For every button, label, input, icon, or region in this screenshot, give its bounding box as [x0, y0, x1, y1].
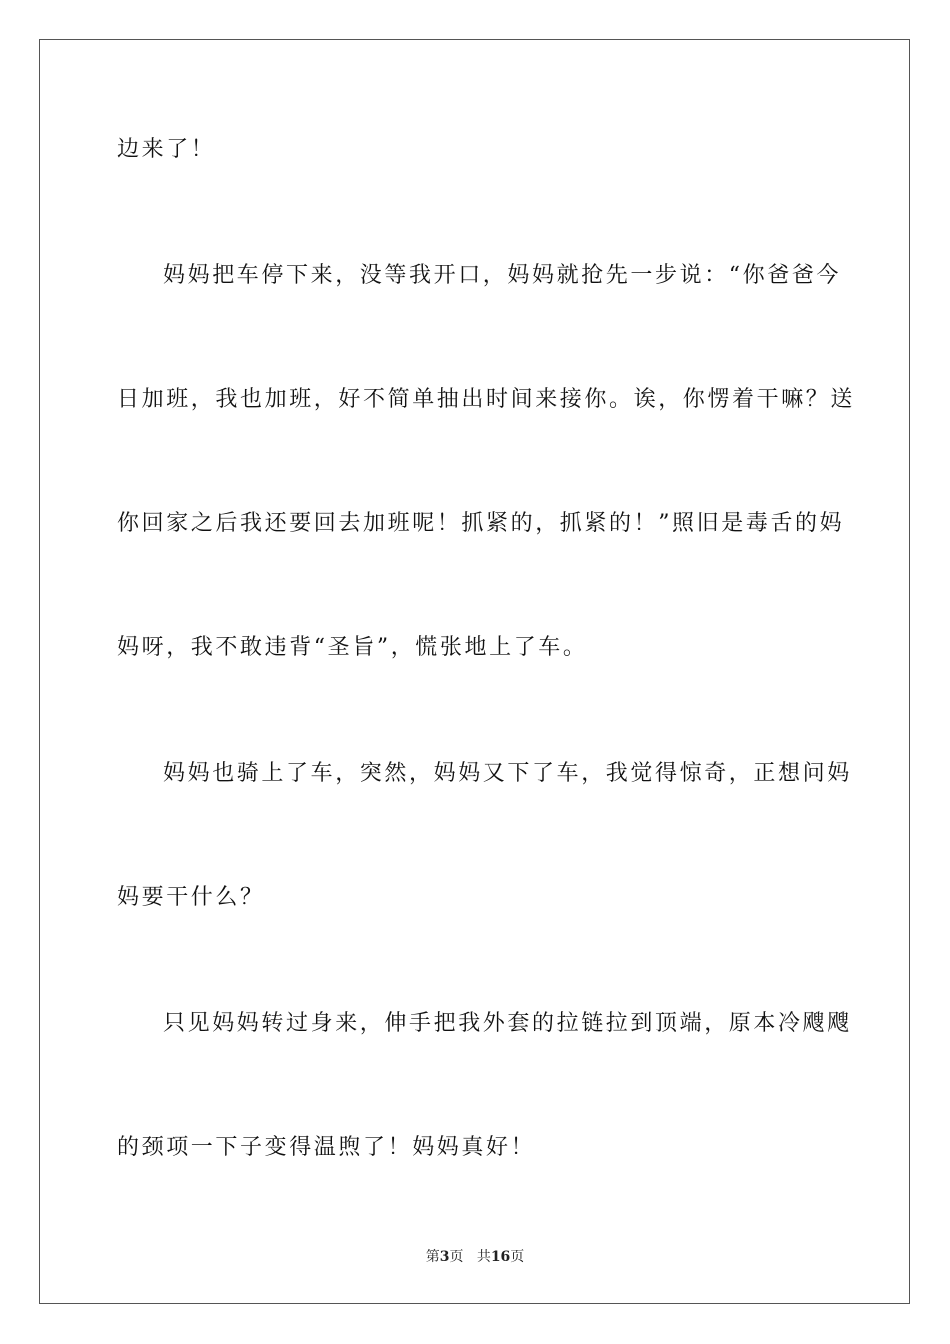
- total-prefix: 共: [476, 1249, 491, 1265]
- page-footer: [0, 1248, 950, 1266]
- text-line-1: 边来了！: [117, 137, 216, 162]
- text-line-4: 你回家之后我还要回去加班呢！抓紧的，抓紧的！”照旧是毒舌的妈: [117, 511, 845, 536]
- page-border: [39, 39, 910, 1304]
- text-line-2: 妈妈把车停下来，没等我开口，妈妈就抢先一步说：“你爸爸今: [163, 263, 842, 288]
- page-number: 3: [439, 1249, 450, 1265]
- text-line-9: 的颈项一下子变得温煦了！妈妈真好！: [117, 1135, 536, 1160]
- text-line-8: 只见妈妈转过身来，伸手把我外套的拉链拉到顶端，原本冷飕飕: [163, 1011, 852, 1036]
- text-line-3: 日加班，我也加班，好不简单抽出时间来接你。诶，你愣着干嘛？送: [117, 387, 856, 412]
- total-suffix: 页: [510, 1249, 525, 1265]
- total-pages: 16: [490, 1249, 511, 1265]
- text-line-6: 妈妈也骑上了车，突然，妈妈又下了车，我觉得惊奇，正想问妈: [163, 761, 852, 786]
- page-prefix: 第: [425, 1249, 440, 1265]
- text-line-5: 妈呀，我不敢违背“圣旨”，慌张地上了车。: [117, 635, 588, 660]
- page-suffix: 页: [449, 1249, 464, 1265]
- text-line-7: 妈要干什么？: [117, 885, 265, 910]
